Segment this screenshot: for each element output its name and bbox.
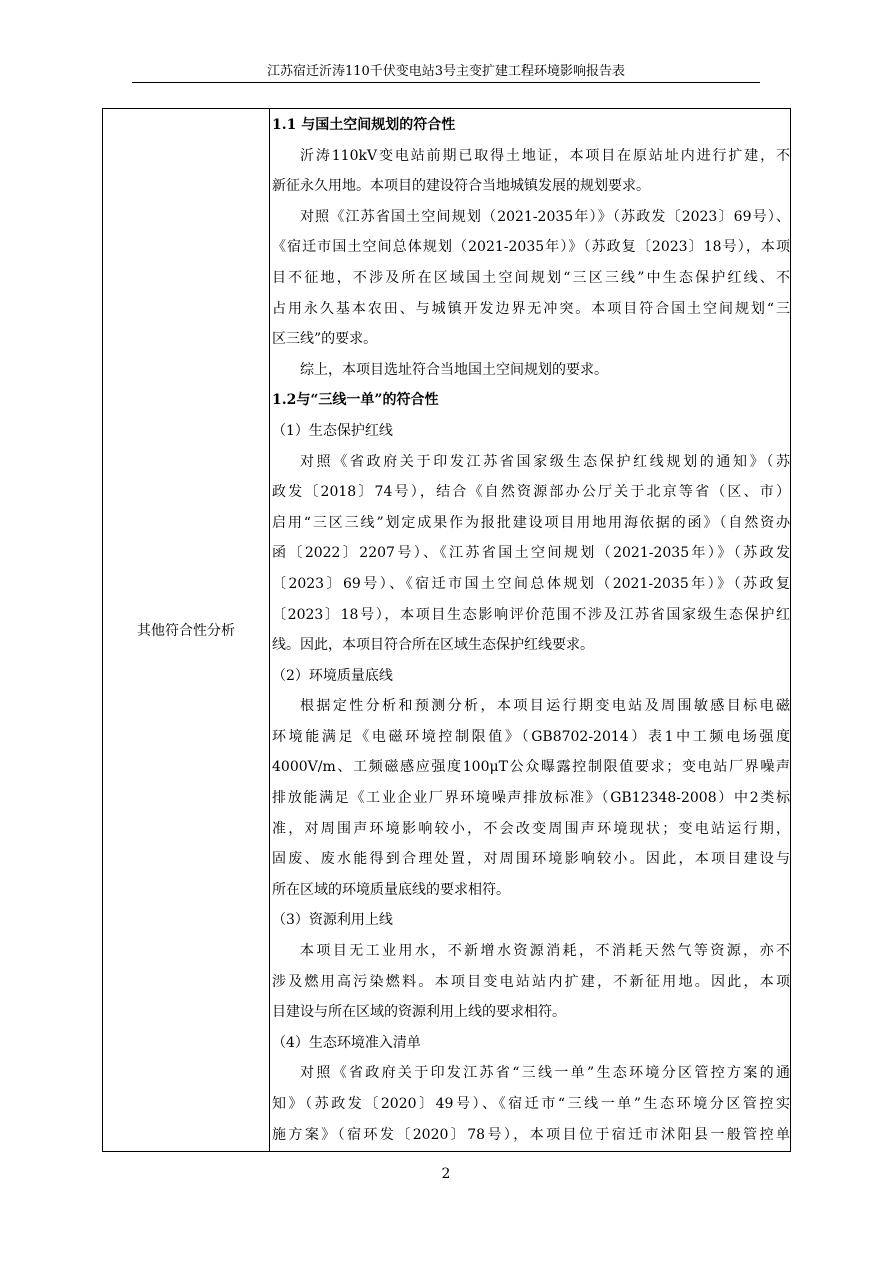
row-label-other-compliance: 其他符合性分析 [137,623,235,639]
text-line: 区三线”的要求。 [272,331,378,348]
text-line: 〔2023〕18号），本项目生态影响评价范围不涉及江苏省国家级生态保护红 [272,606,790,623]
text-line: 4000V/m、工频磁感应强度100μT公众曝露控制限值要求；变电站厂界噪声 [272,759,790,776]
text-line: 涉及燃用高污染燃料。本项目变电站站内扩建，不新征用地。因此，本项 [272,973,790,990]
text-line: （3）资源利用上线 [272,912,393,929]
text-line: （2）环境质量底线 [272,667,393,684]
text-line: 占用永久基本农田、与城镇开发边界无冲突。本项目符合国土空间规划“三 [272,300,790,317]
text-line: 目不征地，不涉及所在区域国土空间规划“三区三线”中生态保护红线、不 [272,269,790,286]
text-line: 新征永久用地。本项目的建设符合当地城镇发展的规划要求。 [272,178,650,195]
compliance-analysis-table [102,108,791,1152]
text-line: 综上，本项目选址符合当地国土空间规划的要求。 [300,361,608,378]
analysis-content [272,110,790,1150]
text-line: 政发〔2018〕74号），结合《自然资源部办公厅关于北京等省（区、市） [272,484,790,501]
text-line: 启用“三区三线”划定成果作为报批建设项目用地用海依据的函》（自然资办 [272,514,790,531]
text-line: 排放能满足《工业企业厂界环境噪声排放标准》（GB12348-2008）中2类标 [272,790,790,807]
text-line: 《宿迁市国土空间总体规划（2021-2035年）》（苏政复〔2023〕18号），本项 [272,239,790,256]
text-line: 所在区域的环境质量底线的要求相符。 [272,881,510,898]
text-line: 线。因此，本项目符合所在区域生态保护红线要求。 [272,637,594,654]
text-line: （4）生态环境准入清单 [272,1034,421,1051]
text-line: 对照《江苏省国土空间规划（2021-2035年）》（苏政发〔2023〕69号）、 [300,208,790,225]
text-line: 准，对周围声环境影响较小，不会改变周围声环境现状；变电站运行期， [272,820,790,837]
section-heading: 1.1 与国土空间规划的符合性 [272,117,456,133]
column-divider [269,109,270,1151]
text-line: 施方案》（宿环发〔2020〕78号），本项目位于宿迁市沭阳县一般管控单 [272,1126,790,1143]
text-line: 本项目无工业用水，不新增水资源消耗，不消耗天然气等资源，亦不 [300,943,790,960]
text-line: 目建设与所在区域的资源利用上线的要求相符。 [272,1004,566,1021]
text-line: 对照《省政府关于印发江苏省“三线一单”生态环境分区管控方案的通 [300,1065,790,1082]
text-line: 知》（苏政发〔2020〕49号）、《宿迁市“三线一单”生态环境分区管控实 [272,1096,790,1112]
text-line: 〔2023〕69号）、《宿迁市国土空间总体规划（2021-2035年）》（苏政复 [272,575,790,592]
text-line: 对照《省政府关于印发江苏省国家级生态保护红线规划的通知》（苏 [300,453,790,470]
text-line: 根据定性分析和预测分析，本项目运行期变电站及周围敏感目标电磁 [300,698,790,715]
text-line: （1）生态保护红线 [272,422,393,439]
header-rule [132,82,760,83]
section-heading: 1.2与“三线一单”的符合性 [272,392,439,409]
page-number: 2 [441,1166,451,1182]
text-line: 固废、废水能得到合理处置，对周围环境影响较小。因此，本项目建设与 [272,851,790,868]
report-header-title: 江苏宿迁沂涛110千伏变电站3号主变扩建工程环境影响报告表 [266,64,626,79]
text-line: 沂涛110kV变电站前期已取得土地证，本项目在原站址内进行扩建，不 [300,147,790,164]
text-line: 环境能满足《电磁环境控制限值》（GB8702-2014）表1中工频电场强度 [272,728,790,745]
text-line: 函〔2022〕2207号）、《江苏省国土空间规划（2021-2035年）》（苏政发 [272,545,790,562]
